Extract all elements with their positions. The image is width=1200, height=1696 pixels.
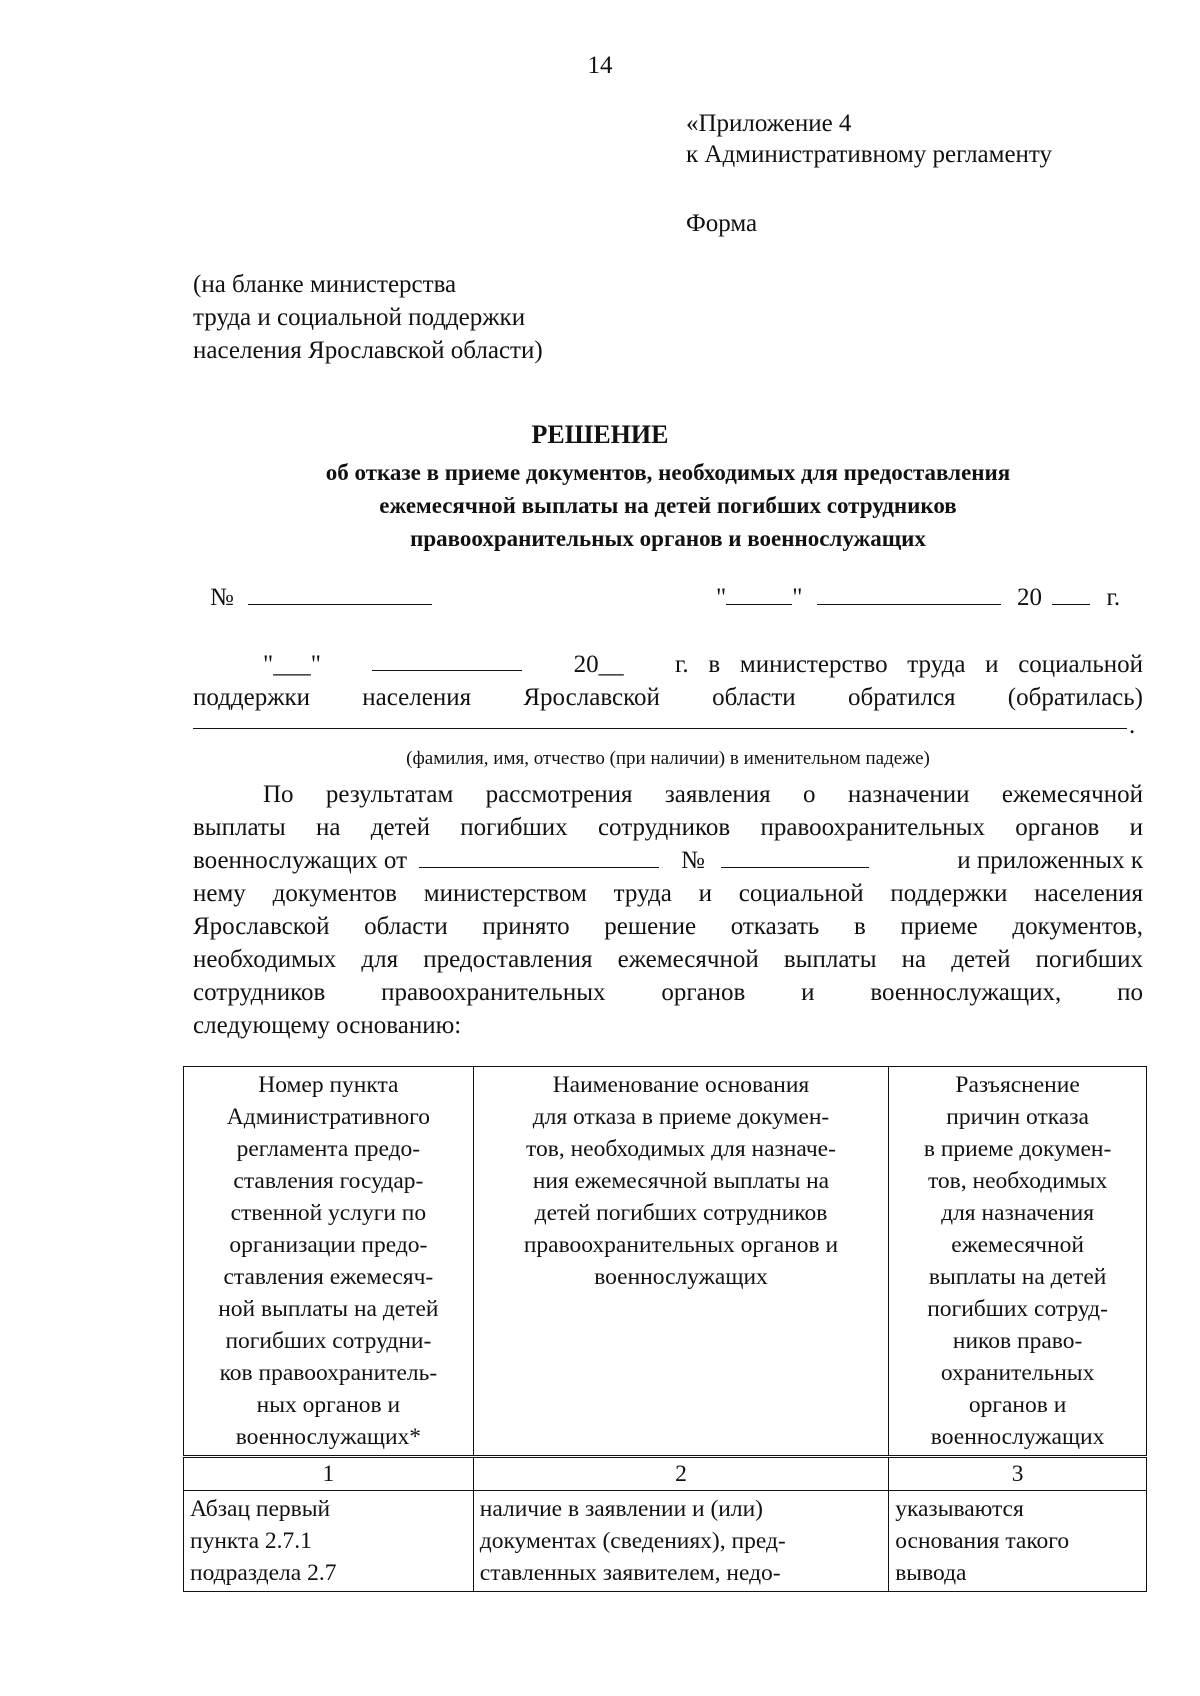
page-number: 14 xyxy=(587,52,613,79)
table-header-row xyxy=(184,1067,1147,1457)
paragraph-1-line-1 xyxy=(193,648,1143,681)
subtitle-line-1: об отказе в приеме документов, необходимых для предоставления xyxy=(325,460,1011,485)
subtitle-line-2: ежемесячной выплаты на детей погибших сотрудников xyxy=(379,493,957,518)
applied-month-blank xyxy=(372,648,522,671)
year-blank xyxy=(1052,582,1090,605)
paragraph-applicant xyxy=(193,648,1143,714)
letterhead-line-1: (на бланке министерства xyxy=(193,271,457,298)
refusal-reasons-table xyxy=(183,1066,1147,1592)
paragraph-2-line-2: выплаты на детей погибших сотрудников правоохранительных органов и xyxy=(193,814,1143,841)
attached-label: и приложенных к xyxy=(957,847,1143,874)
application-number-blank xyxy=(721,845,869,868)
date-quote-close: " xyxy=(792,584,803,611)
column-number-3: 3 xyxy=(889,1457,1147,1491)
row1-cell-3: указываются основания такого вывода xyxy=(889,1491,1147,1592)
column-number-1: 1 xyxy=(184,1457,474,1491)
applied-rest: г. в министерство труда и социальной xyxy=(675,651,1143,678)
year-prefix: 20 xyxy=(1016,584,1042,611)
letterhead-line-2: труда и социальной поддержки xyxy=(193,304,526,331)
letterhead-note xyxy=(193,268,543,367)
day-blank xyxy=(726,582,792,605)
year-suffix: г. xyxy=(1106,584,1121,611)
appendix-header xyxy=(686,108,1052,170)
applicant-name-blank xyxy=(193,728,1127,729)
number-label: № xyxy=(210,584,234,611)
applied-year: 20__ xyxy=(573,651,624,678)
applicant-name-caption: (фамилия, имя, отчество (при наличии) в именительном падеже) xyxy=(406,748,930,769)
paragraph-decision xyxy=(193,778,1143,1042)
table-row xyxy=(184,1491,1147,1592)
paragraph-2-line-6: необходимых для предоставления ежемесячной выплаты на детей погибших xyxy=(193,946,1143,973)
column-number-2: 2 xyxy=(473,1457,888,1491)
header-cell-3: Разъяснение причин отказа в приеме докумен- тов, необходимых для назначения ежемесячной выплаты на детей погибших сотруд- ников право- охранительных органов и военнослужащих xyxy=(889,1067,1147,1457)
row1-cell-1: Абзац первый пункта 2.7.1 подраздела 2.7 xyxy=(184,1491,474,1592)
row1-cell-2: наличие в заявлении и (или) документах (сведениях), пред- ставленных заявителем, недо- xyxy=(473,1491,888,1592)
subtitle-line-3: правоохранительных органов и военнослужащих xyxy=(410,526,926,551)
appendix-line-2: к Административному регламенту xyxy=(686,141,1053,168)
header-cell-2: Наименование основания для отказа в приеме докумен- тов, необходимых для назначе- ния ежемесячной выплаты на детей погибших сотрудников правоохранительных органов и военнослужащих xyxy=(473,1067,888,1457)
application-date-blank xyxy=(419,845,659,868)
paragraph-2-line-1: По результатам рассмотрения заявления о назначении ежемесячной xyxy=(263,781,1143,808)
decision-date-line xyxy=(716,582,1120,612)
paragraph-1-line-2: поддержки населения Ярославской области обратился (обратилась) xyxy=(193,684,1143,711)
date-quote-open: " xyxy=(716,584,727,611)
number-blank xyxy=(248,582,432,605)
decision-number-line xyxy=(210,582,432,612)
paragraph-2-line-8: следующему основанию: xyxy=(193,1012,462,1039)
paragraph-2-line-7: сотрудников правоохранительных органов и военнослужащих, по xyxy=(193,979,1143,1006)
letterhead-line-3: населения Ярославской области) xyxy=(193,337,543,364)
paragraph-2-line-3 xyxy=(193,844,1143,877)
table-column-number-row xyxy=(184,1457,1147,1491)
document-subtitle xyxy=(193,456,1143,555)
application-number-label: № xyxy=(681,847,705,874)
paragraph-2-line-5: Ярославской области принято решение отказать в приеме документов, xyxy=(193,913,1143,940)
month-blank xyxy=(817,582,1001,605)
applied-day: "___" xyxy=(263,651,321,678)
document-title: РЕШЕНИЕ xyxy=(531,420,669,449)
paragraph-2-line-4: нему документов министерством труда и социальной поддержки населения xyxy=(193,880,1143,907)
appendix-line-1: «Приложение 4 xyxy=(686,110,852,137)
application-from-label: военнослужащих от xyxy=(193,847,408,874)
form-label: Форма xyxy=(686,210,758,237)
applicant-name-dot: . xyxy=(1129,712,1136,739)
header-cell-1: Номер пункта Административного регламента предо- ставления государ- ственной услуги по организации предо- ставления ежемесяч- ной выплаты на детей погибших сотрудни- ков правоохранитель- ных органов и военнослужащих* xyxy=(184,1067,474,1457)
